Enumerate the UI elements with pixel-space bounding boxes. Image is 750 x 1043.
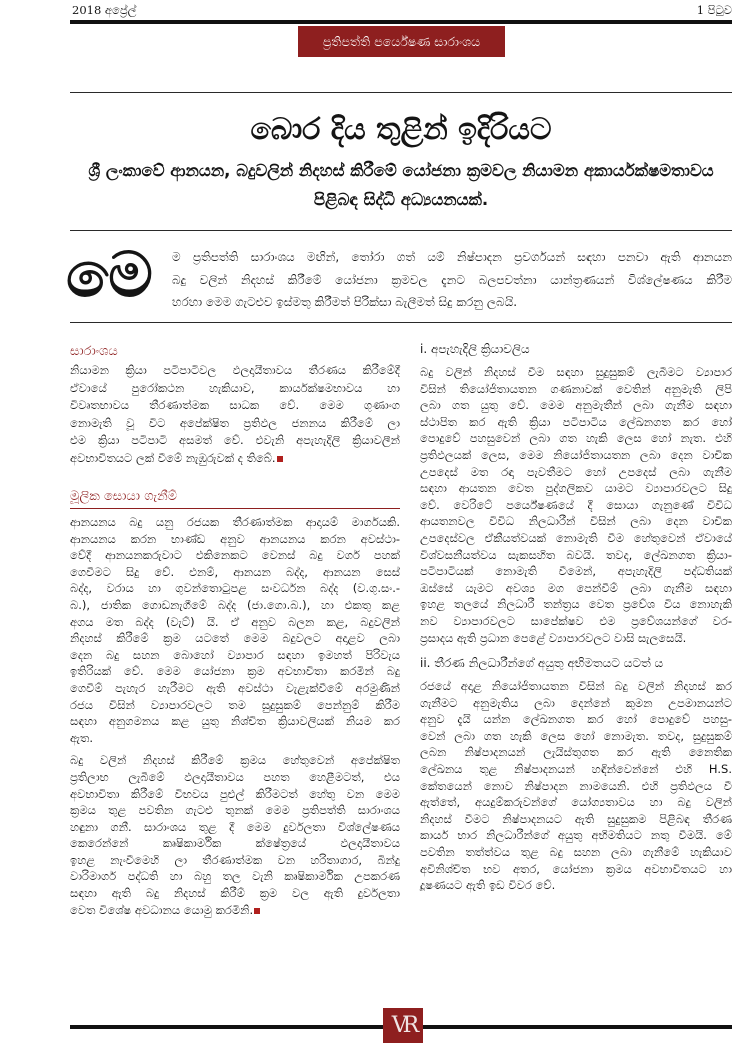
text-line-content: ඔස්සේ යැමට අවශ්‍ය මග පෙන්වීම් ලබා ගැනීම සඳහා xyxy=(420,580,732,595)
text-line-content: ලබන නිෂ්පාදනයන් ලැයිස්තුගත කර ඇති නෛතික xyxy=(420,745,732,760)
text-line-content: අවිනිශ්චිත භව අතර, යෝජනා ක්‍රමය අවභාවිතයට හා xyxy=(420,861,732,876)
text-line-content: ශ්‍රී ලංකාවේ ආනයන, බදුවලින් නිදහස් කිරීමේ යෝජනා ක්‍රමවල නියාමන අකාර්යක්ෂමතාවය xyxy=(88,161,714,180)
text-line-content: බද්ද, වරාය හා ගුවන්තොටුපළ සංවර්ධන බද්ද (ව.ගු.සං.- xyxy=(70,581,400,596)
text-line-content: ඉතිරියක් වේ. මෙම යෝජනා ක්‍රම අවභාවිතා කරමින් බදු xyxy=(70,664,400,679)
divider-above-columns xyxy=(70,322,732,323)
text-line xyxy=(70,514,400,531)
text-line xyxy=(420,381,732,398)
text-line xyxy=(70,819,400,836)
text-line-content: විසින් තියෝජිතායතන ගණනාවක් වෙතින් අනුමැති ලිපි xyxy=(420,381,732,396)
section-1-heading: i. අපැහැදිලි ක්‍රියාවලිය xyxy=(420,342,530,356)
findings-heading: මූලික සොයා ගැනීම් xyxy=(70,487,400,509)
text-line-content: සඳහා අනුගමනය කළ යුතු නිශ්චිත ක්‍රියාවලියක් නියම කර xyxy=(70,714,400,729)
text-line xyxy=(70,380,400,398)
text-line xyxy=(70,802,400,819)
text-line xyxy=(70,450,400,468)
text-line-content: හඳුනා ගනී. සාරාංශය තුළ දී මෙම දුර්වලතා විශ්ලේෂණය xyxy=(70,819,400,834)
text-line xyxy=(420,547,732,564)
text-line-content: කේතයෙන් නොව නිෂ්පාදන නාමයෙනි. එහි ප්‍රතිඵලය වී xyxy=(420,778,732,793)
text-line-content: අගය මත බද්ද (වැට්) යි. ඒ අනුව බලන කළ, බදුවලින් xyxy=(70,614,400,629)
text-line xyxy=(70,547,400,564)
text-line xyxy=(70,362,400,380)
text-line-content: අවභාවිතා කිරීමේ විභවය පුළුල් කිරීමටත් හේතු වන මෙම xyxy=(70,786,400,801)
text-line-content: ප්‍රතිලාභ ලැබීමේ ඵලදායීතාවය පහත හෙළීමටත්, එය xyxy=(70,769,400,784)
text-line xyxy=(420,861,732,878)
text-line-content: නව ව්‍යාපාරවලට සාපේක්ෂව එම ප්‍රවේශයන්ගේ වර- xyxy=(420,613,732,628)
text-line xyxy=(70,868,400,885)
text-line xyxy=(420,827,732,844)
intro-paragraph xyxy=(172,246,732,314)
text-line xyxy=(70,697,400,714)
text-line xyxy=(70,185,732,214)
text-line xyxy=(70,713,400,730)
text-line xyxy=(70,902,400,919)
text-line xyxy=(70,580,400,597)
text-line xyxy=(420,464,732,481)
text-line-content: පිළිබඳ සිද්ධි අධ්‍යයනයක්. xyxy=(313,190,489,209)
end-mark-icon xyxy=(277,456,283,462)
text-line-content: හරහා මෙම ගැටළුව ඉස්මතු කිරීමත් පිරික්සා බැලීමත් සිදු කරනු ලබයි. xyxy=(172,295,518,309)
text-line-content: ක්‍රමය තුළ පවතින ගැටළු තුනක් මෙම ප්‍රතිපත්ති සාරාංශය xyxy=(70,803,400,818)
text-line-content: වාරිමාර්ග පද්ධති හා බහු තල වැනි කෘෂිකාර්මික උපකරණ xyxy=(70,869,400,884)
summary-paragraph xyxy=(70,362,400,467)
text-line-content: ප්‍රසාදය ඇති ප්‍රධාන පෙළේ ව්‍යාපාරවලට වාසි සැලසෙයි. xyxy=(420,630,687,645)
text-line-content: දෙන බදු සහන බොහෝ ව්‍යාපාර සඳහා ඉමහත් පිරිවැය xyxy=(70,647,400,662)
text-line xyxy=(70,786,400,803)
text-line-content: ගෙවීම් පැහැර හැරීමට ඇති අවස්ථා වැළැක්වීමේ අරමුණින් xyxy=(70,680,400,695)
text-line xyxy=(420,761,732,778)
text-line xyxy=(70,156,732,185)
text-line-content: පොදුවේ පහසුවෙන් ලබා ගත හැකි ලෙස හෝ නැත. එහි xyxy=(420,431,732,446)
text-line xyxy=(70,597,400,614)
text-line-content: විශ්වසනීයත්වය සැකසහිත බවයි. තවද, ලේඛනගත ක්‍රියා- xyxy=(420,547,732,562)
text-line-content: ගෙවීමට සිදු වේ. එනම්, ආනයන බද්ද, ආනයන සෙස් xyxy=(70,564,400,579)
text-line xyxy=(172,269,732,292)
text-line xyxy=(420,728,732,745)
text-line-content: ආනයනය බදු යනු රජයක තීරණාත්මක ආදායම් මාර්ගයකි. xyxy=(70,515,400,529)
text-line xyxy=(70,835,400,852)
text-line-content: පවතින තත්ත්වය තුළ බදු සහන ලබා ගැනීමේ හැකියාව xyxy=(420,845,732,860)
text-line-content: එම ක්‍රියා පටිපාටි අසමත් වේ. එවැනි අපැහැදිලි ක්‍රියාවලීන් xyxy=(70,433,400,447)
text-line xyxy=(420,397,732,414)
text-line-content: සඳහා ආයතන වෙත පුද්ගලිකව යාමට ව්‍යාපාරවලට සිදු xyxy=(420,481,732,496)
text-line-content: සඳහා ඇති බදු නිදහස් කිරීම් ක්‍රම වල ඇති දුර්වලතා xyxy=(70,886,400,901)
text-line xyxy=(420,480,732,497)
divider-above-title xyxy=(70,92,732,93)
text-line-content: නිදහස් කිරීමේ ක්‍රම යටතේ මෙම බදුවලට අදාළව ලබා xyxy=(70,631,400,646)
text-line-content: ආයතනවල විවිධ නිලධාරීන් විසින් ලබා දෙන වාචික xyxy=(420,514,732,529)
text-line xyxy=(70,769,400,786)
publisher-logo xyxy=(383,1008,423,1043)
text-line xyxy=(420,513,732,530)
text-line-content: ආනයනය කරන භාණ්ඩ අනුව ආනයනය කරන අවස්ථා- xyxy=(70,531,400,546)
text-line-content: නියාමන ක්‍රියා පටිපාටිවල ඵලදායීතාවය තීරණය කිරීමේදී xyxy=(70,363,400,377)
text-line-content: ලේඛනය තුළ නිෂ්පාදනයන් හඳින්වෙන්නේ එහි H.S. xyxy=(420,762,732,777)
text-line-content: බ.), ජාතික ගොඩනැගීමේ බද්ද (ජා.ගො.බ.), හා එකතු කළ xyxy=(70,597,400,612)
section-2-heading: ii. තීරණ නිලධාරීන්ගේ අයුතු අභිමතයට යටත් ය xyxy=(420,656,664,671)
text-line xyxy=(420,744,732,761)
text-line-content: වෙත විශේෂ අවධානය යොමු කරමිනි. xyxy=(70,902,254,917)
text-line xyxy=(420,596,732,613)
text-line xyxy=(70,432,400,450)
text-line-content: ඇත. xyxy=(70,730,93,745)
text-line xyxy=(70,752,400,769)
text-line xyxy=(420,430,732,447)
text-line xyxy=(70,415,400,433)
text-line xyxy=(420,877,732,894)
text-line xyxy=(70,885,400,902)
text-line-content: වේදී ආනයනකරුවාට එකිනෙකට වෙනස් බදු වර්ග පහක් xyxy=(70,548,400,563)
series-tag-label: ප්‍රතිපත්ති පර්යේෂණ සාරාංශය xyxy=(322,33,481,49)
text-line-content: රජයේ අදාළ නියෝජිතායතන විසින් බදු වලින් නිදහස් කර xyxy=(420,679,732,694)
text-line xyxy=(420,695,732,712)
text-line xyxy=(70,397,400,415)
issue-date: 2018 අප්‍රේල් xyxy=(72,3,137,17)
text-line xyxy=(70,730,400,747)
text-line xyxy=(420,844,732,861)
text-line-content: කෙරෙන්නේ කෘෂිකාර්මික ක්ෂේත්‍රයේ ඵලදායීතාවය xyxy=(70,836,400,851)
text-line-content: ඉහළ නැංවීමෙහි ලා තීරණාත්මක වන හරිතාගාර, බින්දු xyxy=(70,852,400,867)
right-column xyxy=(420,338,732,894)
text-line-content: අවභාවිතයට ලක් වීමේ නැඹුරුවක් ද තිබේ. xyxy=(70,450,276,465)
drop-cap: මෙ xyxy=(66,238,153,311)
text-line xyxy=(420,563,732,580)
text-line xyxy=(70,663,400,680)
text-line xyxy=(420,613,732,630)
summary-heading: සාරාංශය xyxy=(70,344,118,359)
text-line xyxy=(70,564,400,581)
text-line xyxy=(420,630,732,647)
text-line xyxy=(420,678,732,695)
text-line-content: ඉහළ තලයේ නිලධාරී තන්ත්‍රය වෙත ප්‍රවේශ විය නොහැකි xyxy=(420,597,732,612)
publisher-logo-text: VR xyxy=(391,1013,415,1038)
text-line xyxy=(420,364,732,381)
text-line xyxy=(420,580,732,597)
text-line-content: ඒවායේ පුරෝකථන හැකියාව, කාර්යක්ෂමභාවය හා xyxy=(70,380,400,395)
series-tag xyxy=(298,26,505,57)
text-line xyxy=(70,531,400,548)
text-line-content: ලබා ගත යුතු වේ. මෙම අනුමැතීන් ලබා ගැනීම සඳහා xyxy=(420,398,732,413)
text-line-content: ප්‍රතිඵලයක් ලෙස, මෙම නියෝජිතායතන ලබා දෙන වාචික xyxy=(420,447,732,462)
text-line-content: බදු වලින් නිදහස් කිරීමේ යෝජනා ක්‍රමවල දැනට බලපවත්නා යාන්ත්‍රණයන් විශ්ලේෂණය කිරීම xyxy=(172,272,732,287)
findings-paragraph-2 xyxy=(70,752,400,918)
text-line-content: රජය විසින් ව්‍යාපාරවලට තම සුදුසුකම් පෙන්නුම් කිරීම xyxy=(70,697,400,712)
text-line-content: ස්ථාපිත කර ඇති ක්‍රියා පටිපාටිය ලේඛනගත කර හෝ xyxy=(420,414,732,429)
text-line-content: වේ. වෙරිටේ පර්යේෂණයේ දී සොයා ගැනුණේ විවිධ xyxy=(420,497,732,512)
text-line xyxy=(70,630,400,647)
text-line-content: බදු වලින් නිදහස් වීම සඳහා සුදුසුකම් ලැබීමට ව්‍යාපාර xyxy=(420,365,732,379)
text-line-content: වෙන් ලබා ගත හැකි ලෙස හෝ නොමැත. තවද, සුදුසුකම් xyxy=(420,728,732,743)
top-divider xyxy=(70,20,732,24)
text-line xyxy=(70,647,400,664)
text-line-content: පටිපාටියක් නොමැති වීමෙන්, අපැහැදිලි පද්ධතියක් xyxy=(420,564,732,579)
text-line-content: කාර්ය භාර නිලධාරීන්ගේ අයුතු අභිමතියට නතු වීමයි. මේ xyxy=(420,828,732,843)
section-1-paragraph xyxy=(420,364,732,646)
divider-above-intro xyxy=(70,230,732,231)
text-line-content: දූෂණයට ඇති ඉඩ විවර වේ. xyxy=(420,878,556,893)
text-line xyxy=(70,852,400,869)
text-line xyxy=(420,414,732,431)
text-line-content: ගැනීමට අනුමැතිය ලබා දෙන්නේ කුමන උපමානයන්ට xyxy=(420,695,732,710)
text-line xyxy=(172,246,732,269)
text-line xyxy=(420,778,732,795)
text-line-content: අනුව දැයි යන්න ලේඛනගත කර හෝ පොදුවේ පහසු- xyxy=(420,712,732,727)
text-line xyxy=(70,680,400,697)
text-line xyxy=(172,291,732,314)
text-line-content: විවෘතභාවය තීරණාත්මක සාධක වේ. මෙම ගුණාංග xyxy=(70,398,400,412)
page-title: බොර දිය තුළින් ඉදිරියට xyxy=(250,112,552,147)
text-line-content: නොමැති වූ විට අපේක්ෂිත ප්‍රතිඵල ජනනය කිරීමේ ලා xyxy=(70,415,400,430)
text-line xyxy=(420,811,732,828)
text-line xyxy=(420,530,732,547)
text-line-content: ම ප්‍රතිපත්ති සාරාංශය මඟින්, තෝරා ගත් යම් නිෂ්පාදන ප්‍රවර්ගයන් සඳහා පනවා ඇති ආනයන xyxy=(172,250,732,264)
text-line-content: උපදෙස් මත රඳා පැවතීමට හෝ උපදෙස් ලබා ගැනීම xyxy=(420,464,732,479)
section-2-paragraph xyxy=(420,678,732,894)
text-line xyxy=(70,614,400,631)
text-line-content: ඇත්තේ, අයදුම්කරුවන්ගේ යෝග්‍යතාවය හා බදු වලින් xyxy=(420,795,732,810)
text-line xyxy=(420,794,732,811)
text-line xyxy=(420,497,732,514)
text-line xyxy=(420,711,732,728)
left-column xyxy=(70,338,400,918)
page-subtitle xyxy=(70,156,732,214)
text-line xyxy=(420,447,732,464)
text-line-content: උපදෙස්වල ඒකීයත්වයක් නොමැති වීම හේතුවෙන් ඒවායේ xyxy=(420,530,732,545)
end-mark-icon xyxy=(254,908,260,914)
page-number: 1 පිටුව xyxy=(696,3,732,17)
text-line-content: බදු වලින් නිදහස් කිරීමේ ක්‍රමය හේතුවෙන් අපේක්ෂිත xyxy=(70,753,400,768)
text-line-content: නිදහස් වීමට නිෂ්පාදනයට ඇති සුදුසුකම පිළිබඳ තීරණ xyxy=(420,811,732,826)
findings-paragraph-1 xyxy=(70,514,400,746)
